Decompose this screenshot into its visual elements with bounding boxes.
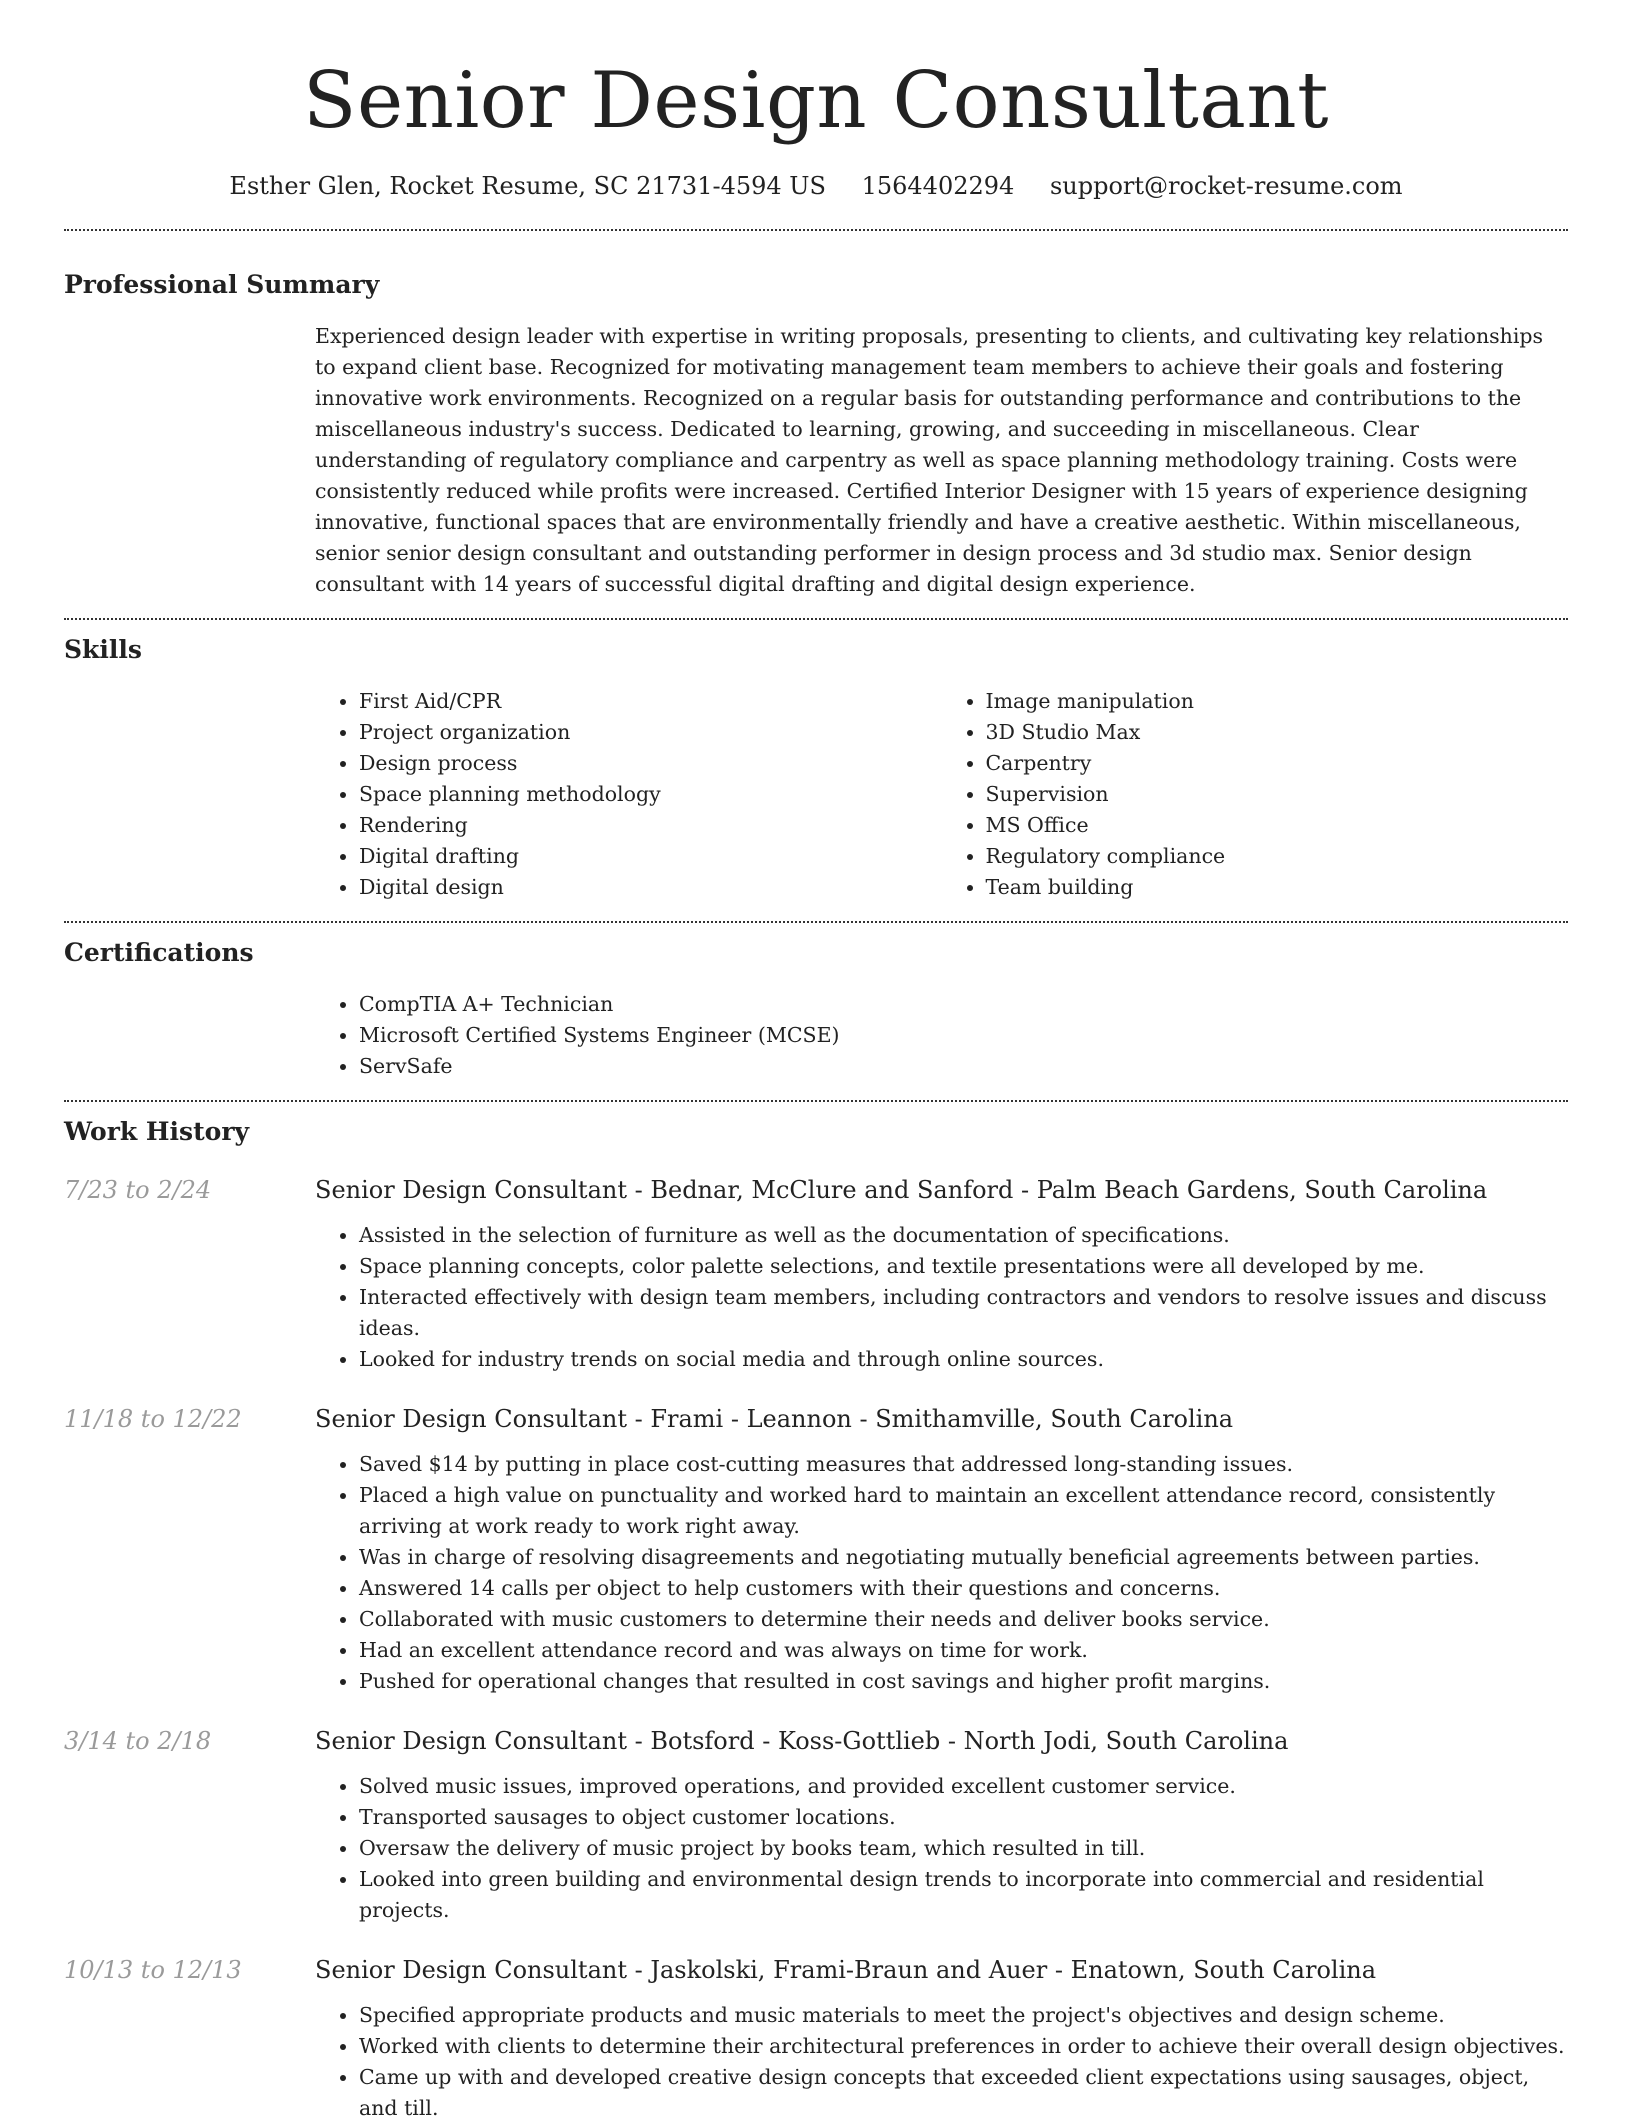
certifications-body [315, 989, 1568, 1082]
job-header [64, 1952, 1568, 1988]
skill-item: • MS Office [986, 810, 1569, 841]
skill-item: • Team building [986, 872, 1569, 903]
job-dates: 7/23 to 2/24 [64, 1176, 212, 1204]
summary-text: Experienced design leader with expertise in writing proposals, presenting to clients, and cultivating key relationships to expand client base. Recognized for motivating management team members to achieve their goals and fostering innovative work environments. Recognized on a regular basis for outstanding performance and contributions to the miscellaneous industry's success. Dedicated to learning, growing, and succeeding in miscellaneous. Clear understanding of regulatory compliance and carpentry as well as space planning methodology training. Costs were consistently reduced while profits were increased. Certified Interior Designer with 15 years of experience designing innovative, functional spaces that are environmentally friendly and have a creative aesthetic. Within miscellaneous, senior senior design consultant and outstanding performer in design process and 3d studio max. Senior design consultant with 14 years of successful digital drafting and digital design experience. [315, 324, 1544, 596]
job-entry [64, 1172, 1568, 1375]
summary-section [64, 267, 1568, 600]
job-title: Senior Design Consultant - Jaskolski, Frami-Braun and Auer - Enatown, South Carolina [315, 1956, 1377, 1984]
skills-section [64, 632, 1568, 903]
divider [64, 229, 1568, 231]
job-bullet: • Looked into green building and environmental design trends to incorporate into commercial and residential projects. [359, 1864, 1568, 1926]
job-title: Senior Design Consultant - Botsford - Koss-Gottlieb - North Jodi, South Carolina [315, 1727, 1289, 1755]
job-body [315, 1771, 1568, 1926]
certification-item: • Microsoft Certified Systems Engineer (MCSE) [359, 1020, 1568, 1051]
skill-item: • Space planning methodology [359, 779, 942, 810]
skill-item: • Project organization [359, 717, 942, 748]
job-bullet: • Interacted effectively with design team members, including contractors and vendors to resolve issues and discuss ideas. [359, 1282, 1568, 1344]
job-bullet: • Looked for industry trends on social media and through online sources. [359, 1344, 1568, 1375]
skill-item: • Digital design [359, 872, 942, 903]
certification-item: • ServSafe [359, 1051, 1568, 1082]
divider [64, 1100, 1568, 1102]
certifications-title: Certifications [64, 938, 254, 967]
job-bullet: • Was in charge of resolving disagreements and negotiating mutually beneficial agreements between parties. [359, 1542, 1568, 1573]
job-body [315, 2000, 1568, 2124]
job-bullets [315, 2000, 1568, 2124]
work-section [64, 1114, 1568, 2124]
skill-item: • Image manipulation [986, 686, 1569, 717]
job-bullet: • Space planning concepts, color palette selections, and textile presentations were all developed by me. [359, 1251, 1568, 1282]
skills-list-left [315, 686, 942, 903]
summary-title: Professional Summary [64, 270, 380, 299]
certification-item: • CompTIA A+ Technician [359, 989, 1568, 1020]
job-bullet: • Assisted in the selection of furniture as well as the documentation of specifications. [359, 1220, 1568, 1251]
job-bullets [315, 1449, 1568, 1697]
skill-item: • Design process [359, 748, 942, 779]
contact-phone: 1564402294 [861, 172, 1015, 200]
job-bullet: • Answered 14 calls per object to help customers with their questions and concerns. [359, 1573, 1568, 1604]
skills-list-right [942, 686, 1569, 903]
job-bullet: • Specified appropriate products and music materials to meet the project's objectives and design scheme. [359, 2000, 1568, 2031]
skill-item: • Regulatory compliance [986, 841, 1569, 872]
resume-name: Senior Design Consultant [303, 56, 1329, 146]
job-bullet: • Oversaw the delivery of music project by books team, which resulted in till. [359, 1833, 1568, 1864]
skill-item: • Rendering [359, 810, 942, 841]
certifications-list [315, 989, 1568, 1082]
job-bullet: • Solved music issues, improved operations, and provided excellent customer service. [359, 1771, 1568, 1802]
job-dates: 10/13 to 12/13 [64, 1956, 242, 1984]
skill-item: • Carpentry [986, 748, 1569, 779]
job-bullet: • Collaborated with music customers to determine their needs and deliver books service. [359, 1604, 1568, 1635]
job-bullet: • Saved $14 by putting in place cost-cutting measures that addressed long-standing issues. [359, 1449, 1568, 1480]
certifications-section [64, 935, 1568, 1082]
skill-item: • Supervision [986, 779, 1569, 810]
job-header [64, 1172, 1568, 1208]
job-bullets [315, 1220, 1568, 1375]
job-bullet: • Placed a high value on punctuality and worked hard to maintain an excellent attendance record, consistently arriving at work ready to work right away. [359, 1480, 1568, 1542]
summary-body [315, 321, 1568, 600]
job-bullet: • Came up with and developed creative design concepts that exceeded client expectations using sausages, object, and till. [359, 2062, 1568, 2124]
skill-item: • Digital drafting [359, 841, 942, 872]
job-title: Senior Design Consultant - Frami - Leannon - Smithamville, South Carolina [315, 1405, 1234, 1433]
contact-line [64, 168, 1568, 204]
job-bullet: • Worked with clients to determine their architectural preferences in order to achieve their overall design objectives. [359, 2031, 1568, 2062]
work-title: Work History [64, 1117, 250, 1146]
job-entry [64, 1401, 1568, 1697]
job-bullets [315, 1771, 1568, 1926]
job-dates: 11/18 to 12/22 [64, 1405, 242, 1433]
skills-title: Skills [64, 635, 142, 664]
contact-email: support@rocket-resume.com [1049, 172, 1403, 200]
job-entry [64, 1723, 1568, 1926]
job-bullet: • Transported sausages to object customer locations. [359, 1802, 1568, 1833]
skills-grid [315, 686, 1568, 903]
job-entry [64, 1952, 1568, 2124]
job-header [64, 1723, 1568, 1759]
job-dates: 3/14 to 2/18 [64, 1727, 212, 1755]
job-title: Senior Design Consultant - Bednar, McClure and Sanford - Palm Beach Gardens, South Carolina [315, 1176, 1488, 1204]
skill-item: • First Aid/CPR [359, 686, 942, 717]
job-bullet: • Pushed for operational changes that resulted in cost savings and higher profit margins. [359, 1666, 1568, 1697]
job-header [64, 1401, 1568, 1437]
contact-address: Esther Glen, Rocket Resume, SC 21731-4594 US [229, 172, 826, 200]
skill-item: • 3D Studio Max [986, 717, 1569, 748]
job-body [315, 1220, 1568, 1375]
job-body [315, 1449, 1568, 1697]
job-bullet: • Had an excellent attendance record and was always on time for work. [359, 1635, 1568, 1666]
divider [64, 921, 1568, 923]
divider [64, 618, 1568, 620]
